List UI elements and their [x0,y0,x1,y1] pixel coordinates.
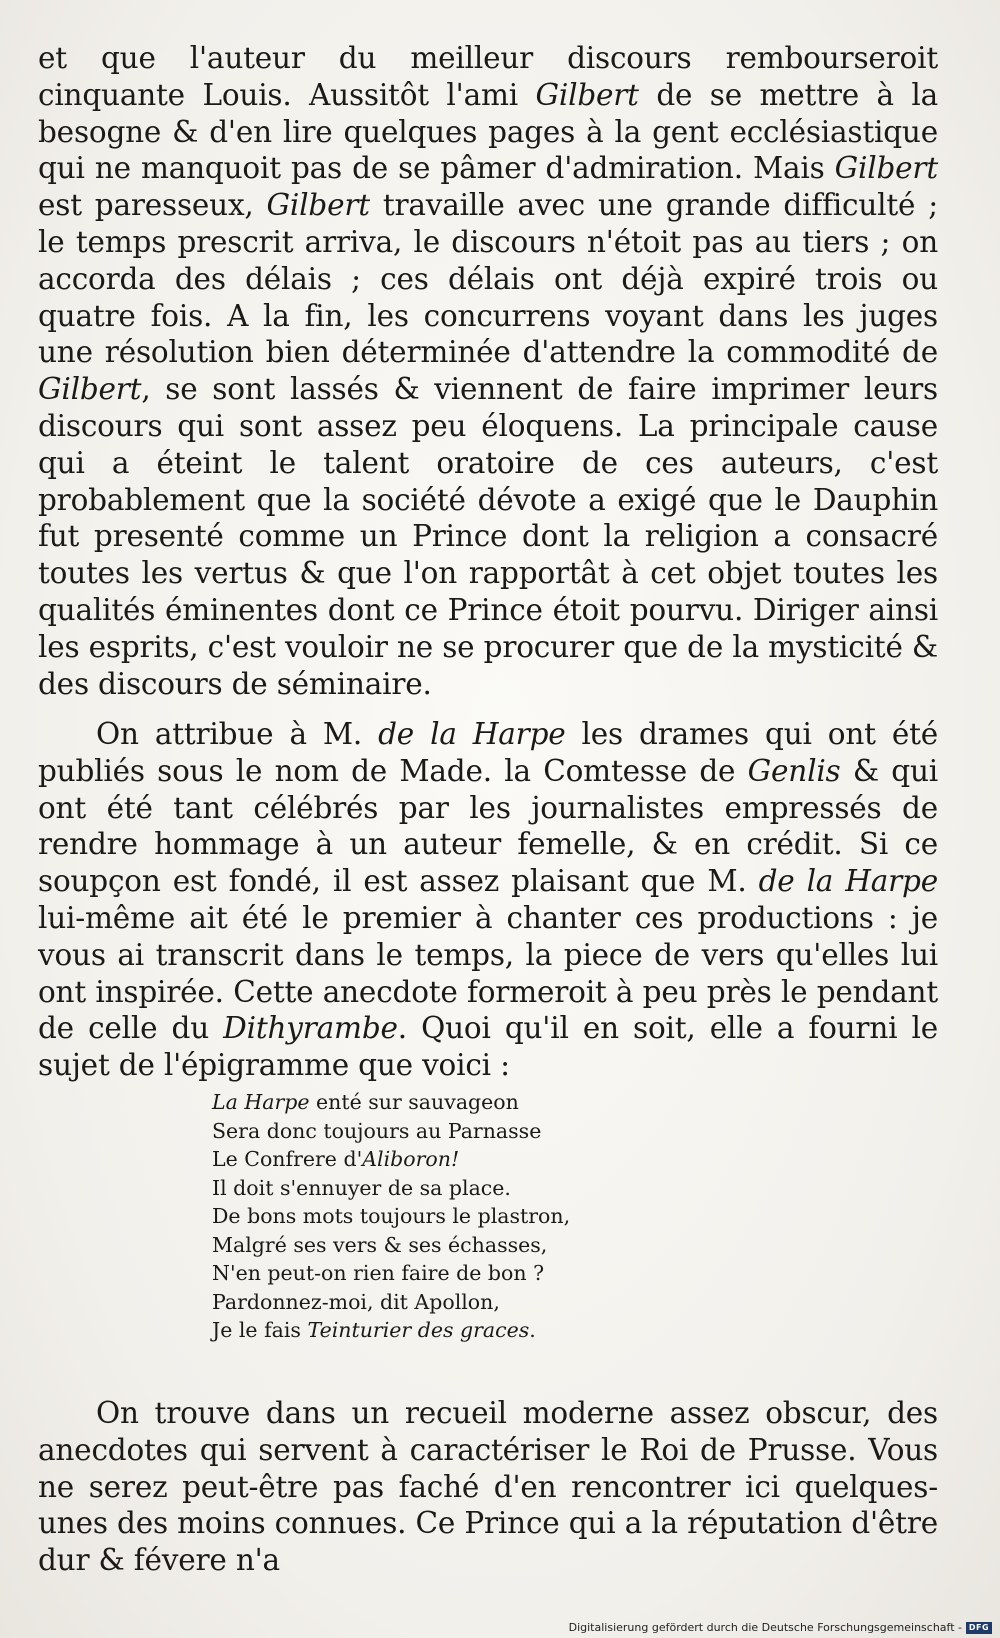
italic-name: Aliboron! [362,1147,460,1171]
text-run: On trouve dans un recueil moderne assez obscur, des anecdotes qui servent à caractériser le Roi de Prusse. Vous ne serez peut-être pas faché d'en rencontrer ici quelques-unes des moins connues. Ce Prince qui a la réputation d'être dur & févere n'a [38,1396,938,1578]
text-run: est paresseux, [38,188,267,223]
text-run: , se sont lassés & viennent de faire imprimer leurs discours qui sont assez peu éloquens. La principale cause qui a éteint le talent oratoire de ces auteurs, c'est probablement que la société dévote a exigé que le Dauphin fut presenté comme un Prince dont la religion a consacré toutes les vertus & que l'on rapportât à cet objet toutes les qualités éminentes dont ce Prince étoit pourvu. Diriger ainsi les esprits, c'est vouloir ne se procurer que de la mysticité & des discours de séminaire. [38,372,938,701]
text-run: travaille avec une grande difficulté ; le temps prescrit arriva, le discours n'étoit pas au tiers ; on accorda des délais ; ces délais ont déjà expiré trois ou quatre fois. A la fin, les concurrens voyant dans les juges une résolution bien déterminée d'attendre la commodité de [38,188,938,370]
italic-name: Gilbert [266,188,370,223]
poem-line: Malgré ses vers & ses échasses, [212,1232,548,1257]
italic-name: Gilbert [834,151,938,186]
text-run: & qui ont été tant célébrés par les journalistes empressés de rendre hommage à un auteur femelle, & en crédit. Si ce soupçon est fondé, il est assez plaisant que [38,753,938,899]
paragraph-roi-de-prusse [38,1395,938,1579]
italic-title: Dithyrambe [223,1011,398,1046]
italic-name: Gilbert [38,372,142,407]
text-run: . [529,1318,536,1342]
digitization-credit [569,1621,992,1634]
italic-name: Genlis [747,753,841,788]
dfg-logo-icon: DFG [966,1622,992,1634]
poem-line: Sera donc toujours au Parnasse [212,1118,542,1143]
text-run: les drames qui ont été publiés sous le nom de Made. la Comtesse de [38,717,938,788]
paragraph-gilbert [38,40,938,702]
poem-line [212,1088,570,1117]
credit-text: Digitalisierung gefördert durch die Deutsche Forschungsgemeinschaft - [568,1621,962,1634]
text-run: de se mettre à la besogne & d'en lire quelques pages à la gent ecclésiastique qui ne manquoit pas de se pâmer d'admiration. Mais [38,77,938,186]
poem-line: N'en peut-on rien faire de bon ? [212,1261,545,1285]
italic-name: La Harpe [212,1090,310,1114]
text-run: et que l'auteur du meilleur discours rembourseroit cinquante Louis. Aussitôt l'ami [38,41,938,112]
poem-line [212,1316,570,1345]
italic-phrase: Teinturier des graces [307,1318,530,1342]
text-run: . Quoi qu'il en soit, elle a fourni le sujet de l'épigramme que voici : [38,1011,939,1083]
paragraph-la-harpe [38,716,938,1084]
italic-name: Gilbert [535,77,639,112]
poem-line: Il doit s'ennuyer de sa place. [212,1175,511,1200]
poem-line: De bons mots toujours le plastron, [212,1204,571,1228]
text-run: Le Confrere d' [212,1147,363,1171]
poem-line [212,1145,570,1174]
text-run: Je le fais [212,1318,308,1342]
italic-name: de la Harpe [362,717,566,751]
text-run: lui-même ait été le premier à chanter ces productions : je vous ai transcrit dans le temps, la piece de vers qu'elles lui ont inspirée. Cette anecdote formeroit à peu près le pendant de celle du [38,900,938,1046]
text-run: enté sur sauvageon [309,1090,519,1114]
title-abbrev: M. [707,864,747,899]
poem-line: Pardonnez-moi, dit Apollon, [212,1289,500,1314]
epigram-poem [212,1088,570,1345]
title-abbrev: M. [322,717,363,751]
italic-name: de la Harpe [746,864,938,899]
text-run: On attribue à [96,717,323,751]
